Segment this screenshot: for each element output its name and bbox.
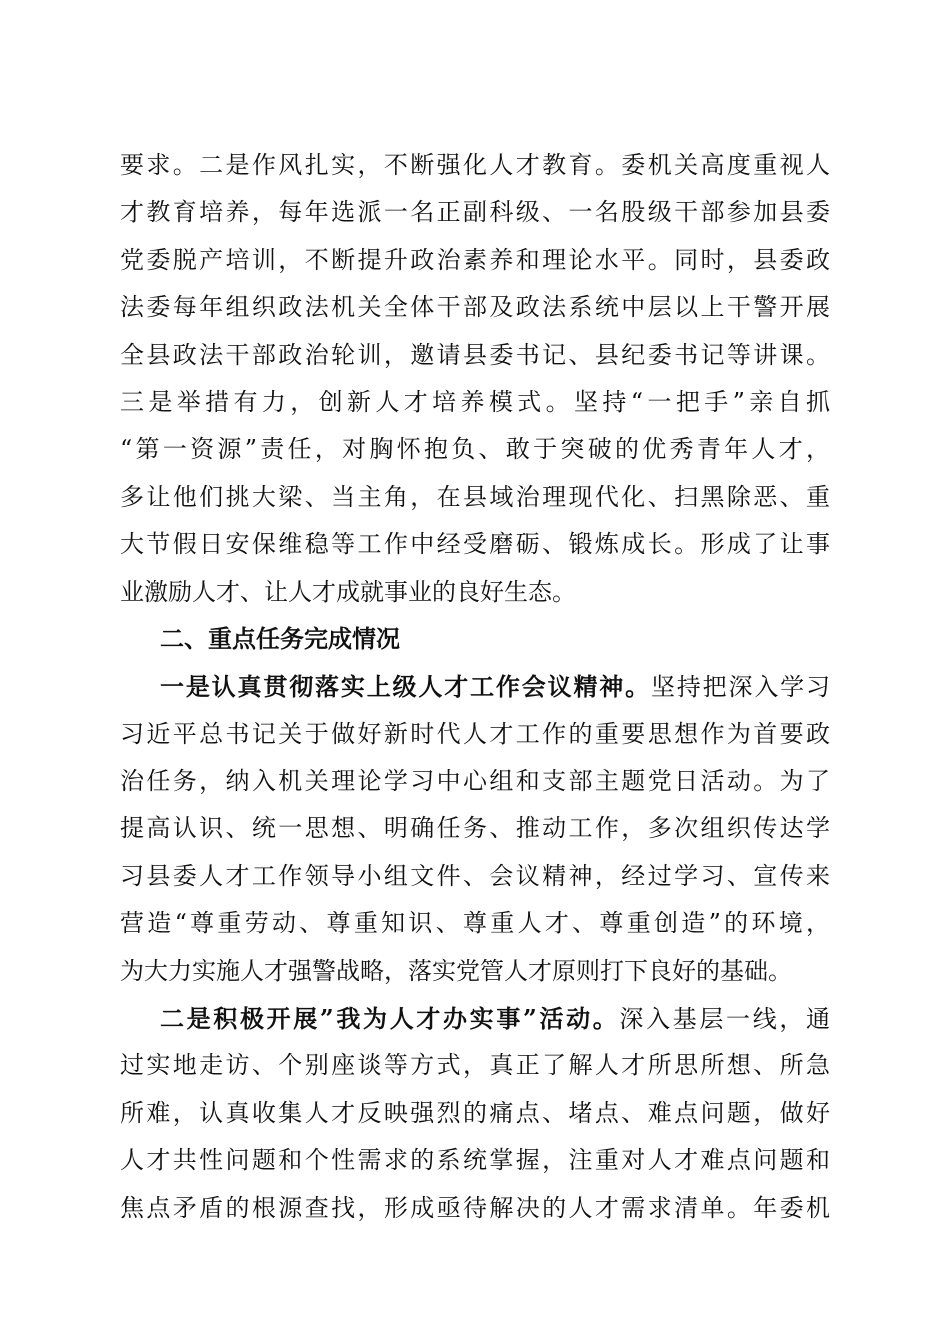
paragraph-lead: 二是积极开展”我为人才办实事”活动。 bbox=[160, 1004, 620, 1034]
text-line: 为大力实施人才强警战略，落实党管人才原则打下良好的基础。 bbox=[120, 956, 792, 985]
paragraph-text: 坚持把深入学习 bbox=[650, 673, 830, 702]
paragraph-first-line bbox=[120, 663, 830, 710]
text-line: 三是举措有力，创新人才培养模式。坚持“一把手”亲自抓 bbox=[120, 387, 830, 416]
text-line: 习近平总书记关于做好新时代人才工作的重要思想作为首要政 bbox=[120, 719, 830, 748]
text-line: 营造“尊重劳动、尊重知识、尊重人才、尊重创造”的环境， bbox=[120, 909, 830, 938]
text-line: 业激励人才、让人才成就事业的良好生态。 bbox=[120, 577, 576, 606]
text-line: “第一资源”责任，对胸怀抱负、敢于突破的优秀青年人才， bbox=[120, 435, 830, 464]
text-line: 党委脱产培训，不断提升政治素养和理论水平。同时，县委政 bbox=[120, 245, 830, 274]
text-line: 焦点矛盾的根源查找，形成亟待解决的人才需求清单。年委机 bbox=[120, 1193, 830, 1222]
document-body bbox=[120, 142, 830, 1232]
text-line: 习县委人才工作领导小组文件、会议精神，经过学习、宣传来 bbox=[120, 861, 830, 890]
text-line: 过实地走访、个别座谈等方式，真正了解人才所思所想、所急 bbox=[120, 1051, 830, 1080]
text-line: 要求。二是作风扎实，不断强化人才教育。委机关高度重视人 bbox=[120, 151, 830, 179]
text-line: 提高认识、统一思想、明确任务、推动工作，多次组织传达学 bbox=[120, 814, 830, 843]
text-line: 才教育培养，每年选派一名正副科级、一名股级干部参加县委 bbox=[120, 198, 830, 227]
paragraph-text: 深入基层一线，通 bbox=[619, 1005, 830, 1034]
paragraph-lead: 一是认真贯彻落实上级人才工作会议精神。 bbox=[160, 672, 651, 702]
text-line: 大节假日安保维稳等工作中经受磨砺、锻炼成长。形成了让事 bbox=[120, 530, 830, 559]
paragraph-first-line bbox=[120, 995, 830, 1042]
text-line: 法委每年组织政法机关全体干部及政法系统中层以上干警开展 bbox=[120, 293, 830, 322]
section-heading: 二、重点任务完成情况 bbox=[160, 624, 400, 653]
text-line: 治任务，纳入机关理论学习中心组和支部主题党日活动。为了 bbox=[120, 767, 830, 796]
text-line: 全县政法干部政治轮训，邀请县委书记、县纪委书记等讲课。 bbox=[120, 340, 830, 369]
text-line: 多让他们挑大梁、当主角，在县域治理现代化、扫黑除恶、重 bbox=[120, 482, 830, 511]
text-line: 所难，认真收集人才反映强烈的痛点、堵点、难点问题，做好 bbox=[120, 1098, 830, 1127]
text-line: 人才共性问题和个性需求的系统掌握，注重对人才难点问题和 bbox=[120, 1146, 830, 1175]
